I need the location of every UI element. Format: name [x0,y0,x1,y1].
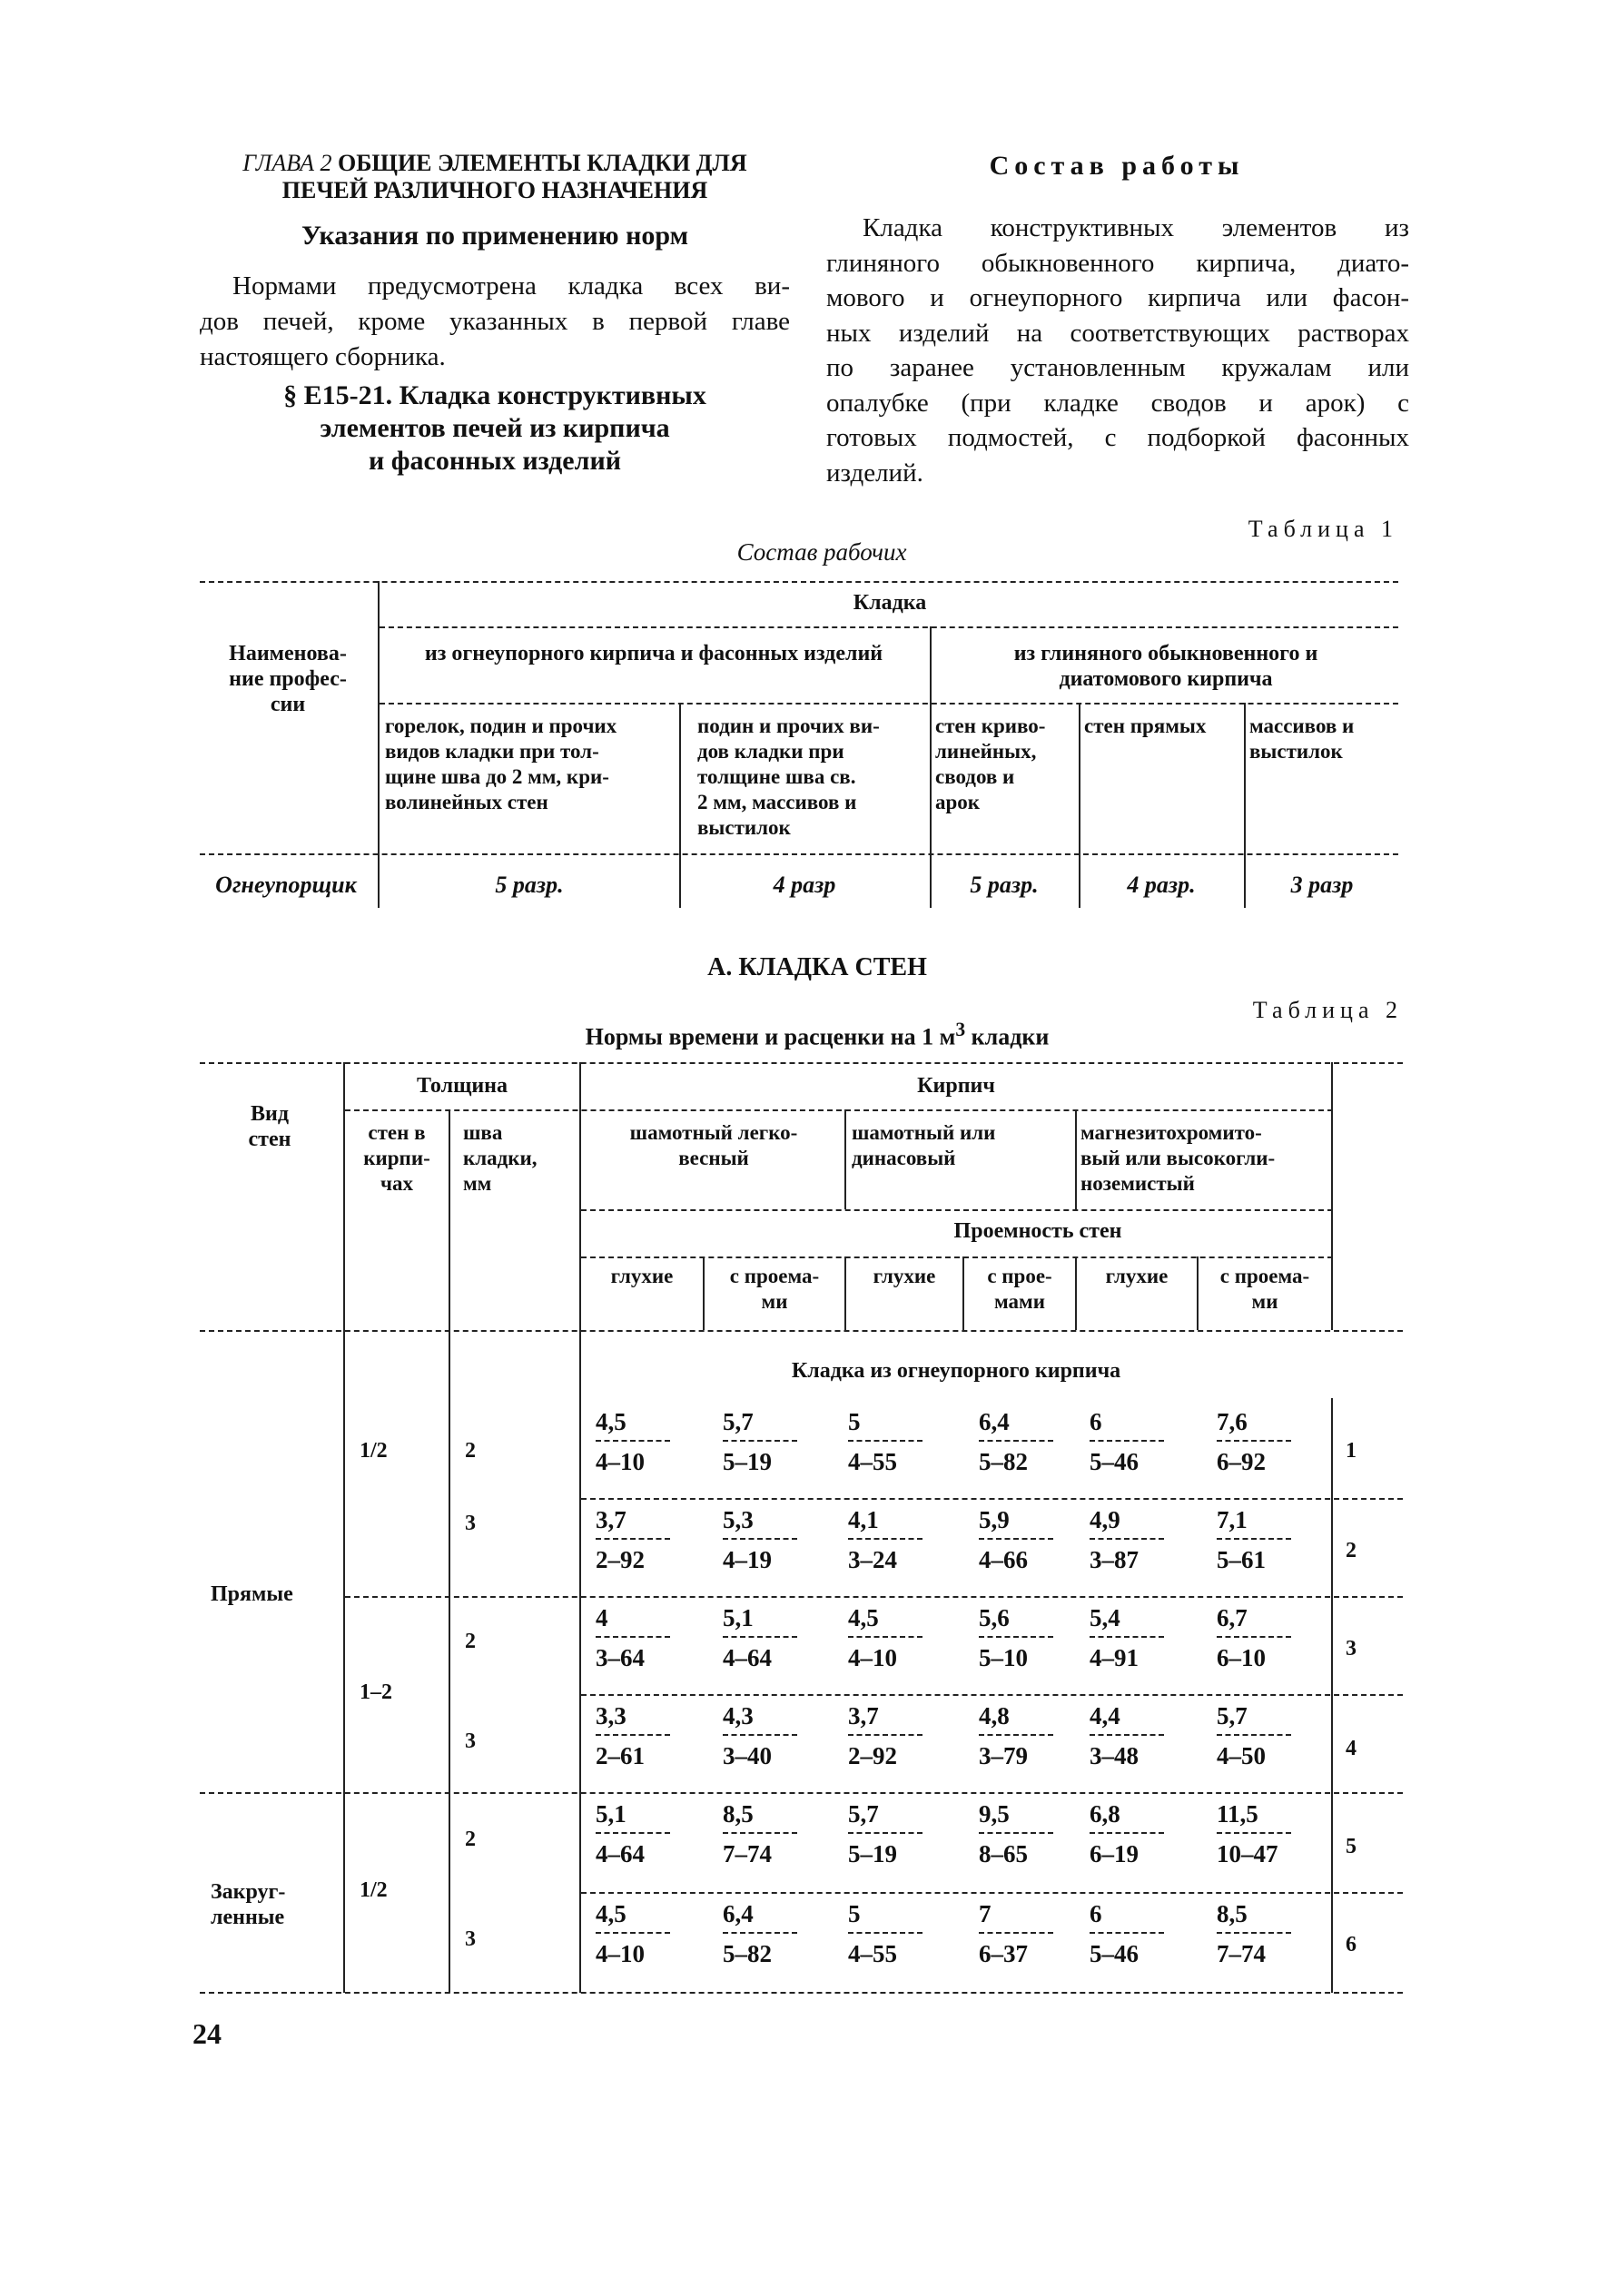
t2-caption-sup: 3 [955,1019,966,1040]
t1-col2-line: 2 мм, массивов и [697,791,857,813]
t2-vid-header [202,1101,338,1152]
price: 5–61 [1217,1546,1266,1573]
price: 4–55 [848,1448,897,1475]
fraction-line [723,1932,797,1934]
t2-kirpich-header: Кирпич [917,1074,995,1098]
t2-caption-text: Нормы времени и расценки на 1 м [585,1023,956,1050]
fraction-line [723,1440,797,1442]
price: 6–19 [1090,1840,1139,1867]
fraction-line [723,1538,797,1540]
fraction-line [1090,1440,1164,1442]
t1-col3-line: сводов и [935,765,1015,788]
price: 8–65 [979,1840,1028,1867]
norm-price-cell [979,1601,1086,1674]
t1-profession-header-line: сии [270,693,306,716]
norm-price-cell [848,1700,955,1772]
norm-price-cell [723,1503,830,1576]
norm-price-cell [723,1798,830,1870]
time-norm: 5,6 [979,1604,1010,1631]
time-norm: 5,3 [723,1506,754,1533]
t2-shov: 2 [465,1630,476,1653]
fraction-line [1090,1636,1164,1638]
time-norm: 5,4 [1090,1604,1120,1631]
work-heading: Состав работы [989,151,1245,181]
norm-price-cell [1217,1601,1324,1674]
t1-grade: 5 разр. [970,872,1039,898]
t1-col3 [935,714,1077,815]
t2-row-number: 4 [1346,1737,1357,1760]
chapter-label: ГЛАВА 2 [242,150,332,176]
t2-brick-type-line: шамотный или [852,1121,996,1144]
t1-profession-header-line: ние профес- [229,667,347,691]
t2-shov: 3 [465,1512,476,1535]
t1-group-a: из огнеупорного кирпича и фасонных изделий [424,642,883,665]
norm-price-cell [1217,1700,1324,1772]
t1-col3-line: арок [935,791,981,813]
fraction-line [848,1538,922,1540]
t2-brick-type-line: весный [678,1147,749,1169]
time-norm: 4 [596,1604,608,1631]
fraction-line [979,1440,1053,1442]
time-norm: 6,8 [1090,1800,1120,1828]
time-norm: 8,5 [1217,1900,1248,1927]
t2-opening-sub-line: с проема- [729,1265,820,1287]
price: 7–74 [1217,1940,1266,1967]
page-number: 24 [192,2017,222,2050]
time-norm: 4,5 [596,1408,626,1435]
norm-price-cell [979,1700,1086,1772]
t2-brick-type-line: ноземистый [1080,1172,1195,1195]
fraction-line [979,1636,1053,1638]
t1-col1-line: щине шва до 2 мм, кри- [385,765,609,788]
norm-price-cell [848,1405,955,1478]
t2-opening-sub [846,1264,962,1289]
t2-group-curved [211,1879,338,1930]
price: 5–46 [1090,1448,1139,1475]
t2-group-curved-line: ленные [211,1906,285,1929]
t2-wall-kirpich-line: стен в [368,1121,426,1144]
price: 6–92 [1217,1448,1266,1475]
price: 3–24 [848,1546,897,1573]
t2-thickness: 1–2 [360,1680,392,1704]
t1-col3-line: линейных, [935,740,1037,763]
norm-price-cell [723,1405,830,1478]
norm-price-cell [723,1700,830,1772]
norm-price-cell [979,1405,1086,1478]
norm-price-cell [1090,1601,1197,1674]
time-norm: 9,5 [979,1800,1010,1828]
table1-label: Таблица 1 [1248,516,1398,542]
price: 4–10 [596,1940,645,1967]
fraction-line [596,1538,670,1540]
t2-shov: 3 [465,1927,476,1951]
price: 5–19 [723,1448,772,1475]
time-norm: 6,4 [723,1900,754,1927]
fraction-line [979,1932,1053,1934]
time-norm: 6,4 [979,1408,1010,1435]
fraction-line [1217,1538,1291,1540]
t2-row-number: 2 [1346,1539,1357,1562]
t1-col2-line: выстилок [697,816,791,839]
t2-opening-sub-line: глухие [610,1265,674,1287]
norm-price-cell [1090,1405,1197,1478]
time-norm: 6,7 [1217,1604,1248,1631]
work-line: мового и огнеупорного кирпича или фасон- [826,283,1409,312]
norm-price-cell [848,1503,955,1576]
t2-row-number: 3 [1346,1637,1357,1660]
price: 4–50 [1217,1742,1266,1769]
table1-caption: Состав рабочих [736,538,907,566]
t1-col2 [697,714,928,841]
norm-price-cell [1090,1798,1197,1870]
fraction-line [1217,1734,1291,1736]
norm-price-cell [1090,1503,1197,1576]
norm-price-cell [979,1503,1086,1576]
t2-vid-header-line: Вид [251,1102,289,1126]
t2-wall-kirpich-header [347,1120,447,1197]
t1-grade: 3 разр [1290,872,1354,898]
price: 4–91 [1090,1644,1139,1671]
t2-brick-type-line: вый или высокогли- [1080,1147,1276,1169]
time-norm: 4,8 [979,1702,1010,1729]
t1-col5 [1249,714,1398,764]
t1-group-b [933,641,1398,692]
fraction-line [596,1636,670,1638]
t2-opening-sub [1077,1264,1197,1289]
t2-shov-line: шва [463,1121,503,1144]
section-title-line: § Е15-21. Кладка конструктивных [283,380,706,410]
t2-opening-sub-line: глухие [873,1265,936,1287]
price: 5–82 [723,1940,772,1967]
time-norm: 7,1 [1217,1506,1248,1533]
fraction-line [979,1538,1053,1540]
fraction-line [723,1636,797,1638]
price: 5–82 [979,1448,1028,1475]
price: 2–61 [596,1742,645,1769]
norm-price-cell [1090,1700,1197,1772]
price: 6–10 [1217,1644,1266,1671]
t1-col1-line: волинейных стен [385,791,548,813]
section-title [200,379,790,478]
price: 4–10 [596,1448,645,1475]
fraction-line [1090,1832,1164,1834]
fraction-line [1090,1538,1164,1540]
t2-brick-type [1080,1120,1331,1197]
t2-row-number: 6 [1346,1933,1357,1956]
time-norm: 3,7 [848,1702,879,1729]
guide-line: Нормами предусмотрена кладка всех ви- [232,271,790,301]
t1-group-b-line: из глиняного обыкновенного и [1013,642,1318,665]
price: 2–92 [848,1742,897,1769]
guide-line: дов печей, кроме указанных в первой главе [200,307,790,336]
guide-line: настоящего сборника. [200,342,446,371]
t2-thickness: 1/2 [360,1878,388,1902]
time-norm: 6 [1090,1408,1102,1435]
norm-price-cell [723,1897,830,1970]
time-norm: 6 [1090,1900,1102,1927]
table2-caption [454,1019,1180,1051]
time-norm: 4,4 [1090,1702,1120,1729]
time-norm: 8,5 [723,1800,754,1828]
table2-label: Таблица 2 [1252,997,1403,1023]
t1-col1 [385,714,676,815]
fraction-line [1217,1932,1291,1934]
t1-grade: 4 разр. [1127,872,1196,898]
t1-row-profession: Огнеупорщик [215,872,357,898]
price: 5–19 [848,1840,897,1867]
price: 7–74 [723,1840,772,1867]
fraction-line [1217,1636,1291,1638]
time-norm: 5 [848,1408,861,1435]
fraction-line [596,1734,670,1736]
t1-col3-line: стен криво- [935,714,1046,737]
t2-subheading: Кладка из огнеупорного кирпича [791,1359,1121,1383]
price: 2–92 [596,1546,645,1573]
t2-opening-sub [1199,1264,1331,1315]
price: 3–79 [979,1742,1028,1769]
fraction-line [1090,1932,1164,1934]
t2-brick-type [585,1120,843,1171]
work-line: Кладка конструктивных элементов из [863,213,1409,242]
work-line: опалубке (при кладке сводов и арок) с [826,388,1409,418]
t2-shov-line: мм [463,1172,492,1195]
work-line: готовых подмостей, с подборкой фасонных [826,423,1409,452]
price: 5–10 [979,1644,1028,1671]
norm-price-cell [979,1897,1086,1970]
section-title-line: и фасонных изделий [368,446,622,476]
section-title-line: элементов печей из кирпича [320,413,670,443]
price: 5–46 [1090,1940,1139,1967]
t2-brick-type-line: магнезитохромито- [1080,1121,1262,1144]
fraction-line [848,1734,922,1736]
norm-price-cell [723,1601,830,1674]
work-line: глиняного обыкновенного кирпича, диато- [826,248,1409,278]
price: 4–64 [723,1644,772,1671]
t2-opening-sub-line: ми [1251,1290,1278,1313]
t2-vid-header-line: стен [248,1128,291,1151]
norm-price-cell [979,1798,1086,1870]
price: 6–37 [979,1940,1028,1967]
norm-price-cell [848,1897,955,1970]
t1-kladka-header: Кладка [853,591,927,615]
fraction-line [848,1636,922,1638]
norm-price-cell [596,1700,703,1772]
t2-opening-sub-line: ми [761,1290,788,1313]
fraction-line [848,1832,922,1834]
t1-col2-line: толщине шва св. [697,765,856,788]
t2-shov: 2 [465,1828,476,1851]
t1-col5-line: выстилок [1249,740,1343,763]
t2-brick-type [852,1120,1073,1171]
chapter-title-line2: ПЕЧЕЙ РАЗЛИЧНОГО НАЗНАЧЕНИЯ [281,177,708,203]
guide-paragraph [200,269,790,375]
time-norm: 11,5 [1217,1800,1258,1828]
work-line: по заранее установленным кружалам или [826,353,1409,382]
time-norm: 5 [848,1900,861,1927]
price: 4–10 [848,1644,897,1671]
fraction-line [979,1734,1053,1736]
time-norm: 4,5 [848,1604,879,1631]
time-norm: 4,3 [723,1702,754,1729]
t1-col4 [1084,714,1240,739]
time-norm: 7 [979,1900,992,1927]
t2-row-number: 5 [1346,1835,1357,1858]
fraction-line [596,1832,670,1834]
t1-grade: 4 разр [773,872,836,898]
t2-opening-sub [964,1264,1075,1315]
t1-col4-line: стен прямых [1084,714,1207,737]
t1-col1-line: горелок, подин и прочих [385,714,617,737]
t1-group-b-line: диатомового кирпича [1059,667,1273,691]
guide-heading: Указания по применению норм [301,221,689,251]
time-norm: 5,7 [1217,1702,1248,1729]
norm-price-cell [596,1601,703,1674]
t1-col2-line: дов кладки при [697,740,844,763]
fraction-line [1090,1734,1164,1736]
t2-opening-sub-line: с проема- [1219,1265,1310,1287]
t2-opening-sub-line: мами [994,1290,1045,1313]
t2-shov-header [463,1120,577,1197]
time-norm: 5,7 [848,1800,879,1828]
price: 4–55 [848,1940,897,1967]
t2-shov-line: кладки, [463,1147,538,1169]
t2-brick-type-line: динасовый [852,1147,956,1169]
fraction-line [596,1440,670,1442]
t2-opening-sub-line: с проe- [987,1265,1052,1287]
work-line: изделий. [826,458,923,488]
fraction-line [848,1932,922,1934]
t2-row-number: 1 [1346,1439,1357,1463]
t2-shov: 2 [465,1439,476,1463]
norm-price-cell [1217,1897,1324,1970]
time-norm: 5,1 [596,1800,626,1828]
t1-profession-header-line: Наименова- [229,642,347,665]
chapter-title-line1: ОБЩИЕ ЭЛЕМЕНТЫ КЛАДКИ ДЛЯ [337,150,747,176]
price: 4–19 [723,1546,772,1573]
time-norm: 4,1 [848,1506,879,1533]
work-paragraph [826,211,1409,490]
t2-group-straight: Прямые [211,1582,293,1606]
t2-opening-sub [705,1264,844,1315]
t2-thickness-header: Толщина [417,1074,508,1098]
t1-col1-line: видов кладки при тол- [385,740,599,763]
time-norm: 3,7 [596,1506,626,1533]
t1-col2-line: подин и прочих ви- [697,714,880,737]
fraction-line [596,1932,670,1934]
time-norm: 5,1 [723,1604,754,1631]
norm-price-cell [848,1601,955,1674]
price: 4–64 [596,1840,645,1867]
price: 10–47 [1217,1840,1278,1867]
time-norm: 4,9 [1090,1506,1120,1533]
t2-opening-sub-line: глухие [1105,1265,1169,1287]
norm-price-cell [1217,1798,1324,1870]
t1-profession-header [202,641,374,717]
price: 4–66 [979,1546,1028,1573]
section-a-title: А. КЛАДКА СТЕН [707,953,927,981]
time-norm: 4,5 [596,1900,626,1927]
t2-brick-type-line: шамотный легко- [629,1121,798,1144]
norm-price-cell [1217,1503,1324,1576]
t2-proemnost-header: Проемность стен [953,1219,1122,1243]
t1-col5-line: массивов и [1249,714,1355,737]
price: 3–48 [1090,1742,1139,1769]
t2-wall-kirpich-line: кирпи- [363,1147,430,1169]
price: 3–87 [1090,1546,1139,1573]
norm-price-cell [1217,1405,1324,1478]
fraction-line [1217,1440,1291,1442]
norm-price-cell [596,1798,703,1870]
norm-price-cell [596,1897,703,1970]
work-line: ных изделий на соответствующих растворах [826,318,1409,348]
chapter-title [200,150,790,204]
time-norm: 3,3 [596,1702,626,1729]
t2-group-curved-line: Закруг- [211,1880,286,1904]
price: 3–40 [723,1742,772,1769]
fraction-line [723,1832,797,1834]
norm-price-cell [848,1798,955,1870]
norm-price-cell [596,1503,703,1576]
fraction-line [723,1734,797,1736]
time-norm: 7,6 [1217,1408,1248,1435]
t2-opening-sub [581,1264,703,1289]
t2-thickness: 1/2 [360,1439,388,1463]
t1-grade: 5 разр. [495,872,564,898]
norm-price-cell [596,1405,703,1478]
fraction-line [979,1832,1053,1834]
t2-wall-kirpich-line: чах [380,1172,413,1195]
time-norm: 5,9 [979,1506,1010,1533]
t2-caption-tail: кладки [965,1023,1050,1050]
price: 3–64 [596,1644,645,1671]
fraction-line [848,1440,922,1442]
norm-price-cell [1090,1897,1197,1970]
fraction-line [1217,1832,1291,1834]
time-norm: 5,7 [723,1408,754,1435]
t2-shov: 3 [465,1729,476,1753]
